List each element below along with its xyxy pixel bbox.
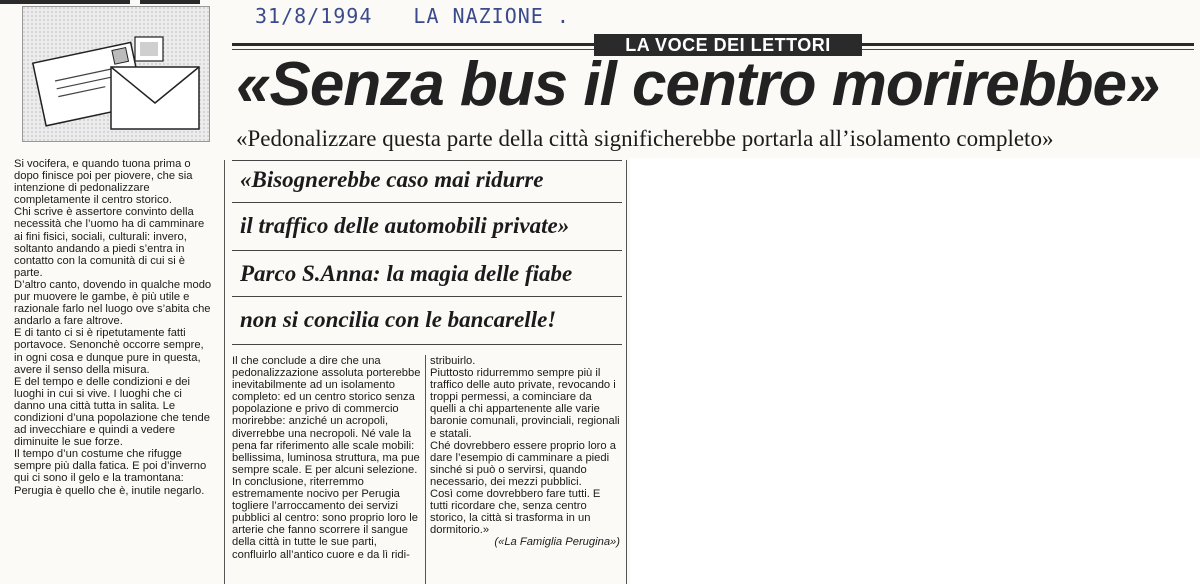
paragraph: stribuirlo. bbox=[430, 355, 476, 367]
letters-envelope-icon bbox=[22, 6, 210, 142]
middle-column-text bbox=[232, 355, 422, 584]
paragraph: Piuttosto ridurremmo sempre più il traffico delle auto private, revocando i troppi permessi, a cominciare da quelli a chi appartenente alle varie baronie comunali, provinciali, regionali e statali. bbox=[430, 367, 620, 440]
section-rubric: LA VOCE DEI LETTORI bbox=[594, 34, 862, 56]
paragraph: E del tempo e delle condizioni e dei luoghi in cui si vive. I luoghi che ci danno una città tutta in salita. Le condizioni d’una popolazione che tende ad invecchiare e quindi a vedere diminuite le sue forze. bbox=[14, 375, 210, 449]
paragraph: D’altro canto, dovendo in qualche modo pur muovere le gambe, è più utile e razionale farlo nel luogo ove s’abita che andarlo a fare altrove. bbox=[14, 278, 212, 328]
paragraph: Ché dovrebbero essere proprio loro a dare l’esempio di camminare a piedi sinché si può o servirsi, quando necessario, dei mezzi pubblici. bbox=[430, 439, 616, 488]
paragraph: Il tempo d’un costume che rifugge sempre più dalla fatica. E poi d’inverno qui ci sono il gelo e la tramontana: Perugia è quello che è, inutile negarlo. bbox=[14, 448, 207, 497]
right-column-text bbox=[430, 355, 620, 584]
quote-rule bbox=[232, 344, 622, 345]
column-divider bbox=[425, 355, 426, 584]
quote-rule bbox=[232, 202, 622, 203]
source-attribution: («La Famiglia Perugina») bbox=[494, 536, 620, 549]
left-column-text bbox=[14, 158, 214, 584]
article-headline: «Senza bus il centro morirebbe» bbox=[236, 50, 1160, 119]
paragraph: Si vocifera, e quando tuona prima o dopo finisce poi per piovere, che sia intenzione di pedonalizzare completamente il centro storico. bbox=[14, 158, 193, 207]
quote-rule bbox=[232, 160, 622, 161]
pull-quote-line: non si concilia con le bancarelle! bbox=[240, 307, 557, 332]
handwritten-note bbox=[255, 4, 570, 32]
pull-quote-line: Parco S.Anna: la magia delle fiabe bbox=[240, 261, 573, 286]
paragraph: Così come dovrebbero fare tutti. E tutti ricordare che, senza centro storico, la città si trasforma in un dormitorio.» bbox=[430, 488, 601, 537]
paragraph: E di tanto ci si è ripetutamente fatti portavoce. Senonchè occorre sempre, in ogni cosa e dunque pure in questa, avere il senso della misura. bbox=[14, 327, 204, 376]
column-divider bbox=[224, 160, 225, 584]
pull-quote-line: «Bisognerebbe caso mai ridurre bbox=[240, 167, 544, 192]
paragraph: Chi scrive è assertore convinto della necessità che l’uomo ha di camminare ai fini fisici, sociali, culturali: invero, soltanto andando a piedi s’entra in contatto con la comunità di cui si è parte. bbox=[14, 206, 205, 279]
handwritten-date: 31/8/1994 bbox=[255, 4, 373, 28]
article-subheadline: «Pedonalizzare questa parte della città significherebbe portarla all’isolamento completo» bbox=[236, 126, 1054, 151]
paragraph: Il che conclude a dire che una pedonalizzazione assoluta porterebbe inevitabilmente ad un isolamento completo: ed un centro storico senza popolazione e privo di commercio morirebbe: anziché un acropoli, diverrebbe una necropoli. Né vale la pena far riferimento alle scale mobili: bellissima, luminosa struttura, ma pue sempre scale. E per alcuni selezione. In conclusione, riterremmo estremamente nocivo per Perugia togliere l’arroccamento dei servizi pubblici al centro: sono proprio loro le arterie che fanno scorrere il sangue della città in tutte le sue parti, confluirlo all’antico cuore e da lì ridi- bbox=[232, 355, 421, 561]
blank-area bbox=[630, 158, 1200, 584]
column-divider bbox=[626, 160, 627, 584]
quote-rule bbox=[232, 250, 622, 251]
handwritten-source: LA NAZIONE . bbox=[413, 4, 570, 28]
pull-quote-line: il traffico delle automobili private» bbox=[240, 213, 570, 238]
quote-rule bbox=[232, 296, 622, 297]
